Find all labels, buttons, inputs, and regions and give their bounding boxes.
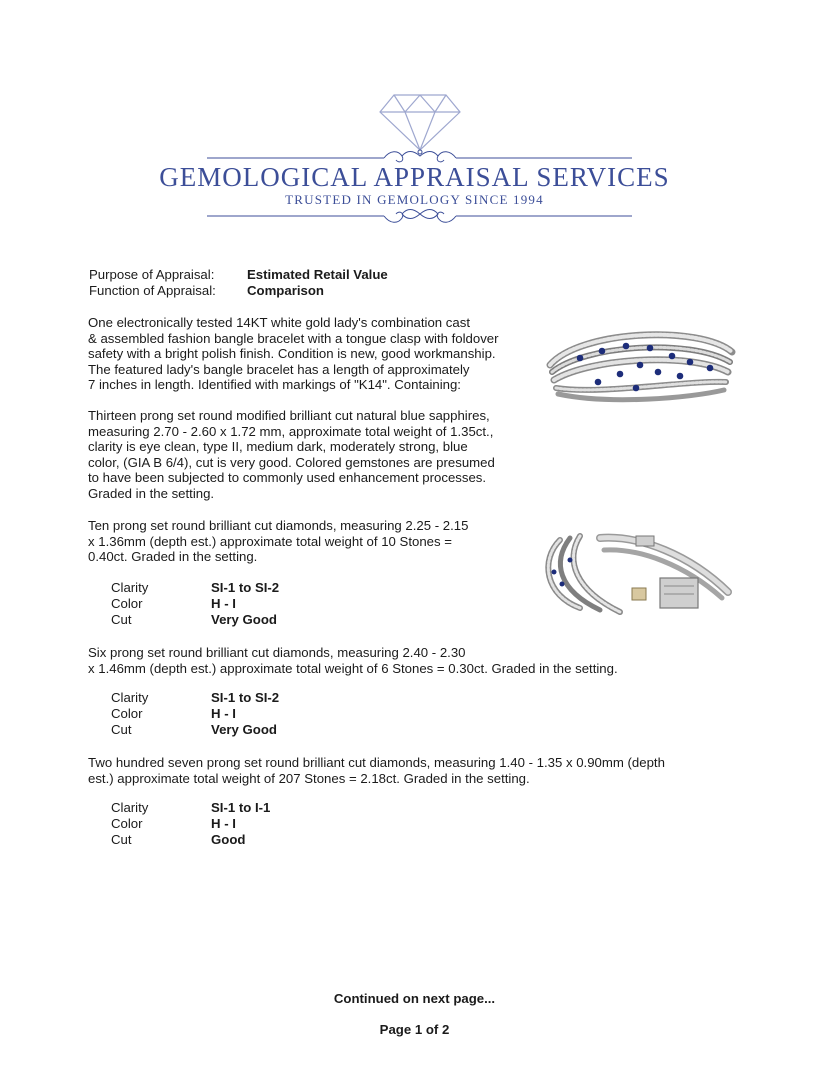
cut-value: Very Good — [211, 722, 277, 737]
clarity-value: SI-1 to SI-2 — [211, 580, 280, 595]
color-value: H - I — [211, 596, 236, 611]
clarity-row — [111, 800, 371, 816]
sapphire-description — [88, 408, 495, 502]
clarity-label: Clarity — [111, 580, 149, 595]
diamond-group-1-grades — [111, 580, 371, 628]
cut-label: Cut — [111, 832, 132, 847]
diamond-group-3-description — [88, 755, 665, 786]
purpose-label: Purpose of Appraisal: — [89, 267, 215, 282]
diamond-line: Ten prong set round brilliant cut diamonds, measuring 2.25 - 2.15 — [88, 518, 469, 533]
sapphire-line: Graded in the setting. — [88, 485, 215, 501]
diamond-icon — [380, 95, 460, 150]
function-value: Comparison — [247, 283, 324, 298]
color-label: Color — [111, 816, 143, 831]
clarity-value: SI-1 to SI-2 — [211, 690, 280, 705]
clarity-label: Clarity — [111, 800, 149, 815]
description-line: The featured lady's bangle bracelet has a length of approximately — [88, 361, 470, 377]
diamond-line: x 1.36mm (depth est.) approximate total weight of 10 Stones = — [88, 533, 452, 549]
sapphire-line: to have been subjected to commonly used enhancement processes. — [88, 470, 487, 486]
description-line: & assembled fashion bangle bracelet with a tongue clasp with foldover — [88, 330, 499, 346]
bracelet-photo-top — [540, 310, 740, 410]
clarity-value: SI-1 to I-1 — [211, 800, 271, 815]
cut-label: Cut — [111, 722, 132, 737]
description-line: safety with a bright polish finish. Condition is new, good workmanship. — [88, 346, 496, 362]
cut-value: Good — [211, 832, 246, 847]
diamond-group-1-description — [88, 518, 468, 565]
color-row — [111, 706, 371, 722]
color-row — [111, 596, 371, 612]
description-line: 7 inches in length. Identified with markings of "K14". Containing: — [88, 377, 461, 393]
diamond-line: est.) approximate total weight of 207 Stones = 2.18ct. Graded in the setting. — [88, 770, 530, 786]
company-tagline: TRUSTED IN GEMOLOGY SINCE 1994 — [285, 192, 544, 207]
diamond-line: x 1.46mm (depth est.) approximate total weight of 6 Stones = 0.30ct. Graded in the setting. — [88, 660, 618, 676]
diamond-group-3-grades — [111, 800, 371, 848]
purpose-value: Estimated Retail Value — [247, 267, 388, 282]
cut-value: Very Good — [211, 612, 277, 627]
function-label: Function of Appraisal: — [89, 283, 216, 298]
diamond-line: Six prong set round brilliant cut diamonds, measuring 2.40 - 2.30 — [88, 645, 466, 660]
item-description — [88, 315, 499, 393]
cut-row — [111, 612, 371, 628]
bottom-divider — [207, 210, 632, 223]
diamond-group-2-description — [88, 645, 618, 676]
continued-note: Continued on next page... — [333, 991, 496, 1006]
cut-label: Cut — [111, 612, 132, 627]
color-value: H - I — [211, 816, 236, 831]
sapphire-line: measuring 2.70 - 2.60 x 1.72 mm, approximate total weight of 1.35ct., — [88, 423, 494, 439]
page-number: Page 1 of 2 — [379, 1022, 450, 1037]
diamond-line: 0.40ct. Graded in the setting. — [88, 549, 258, 565]
color-value: H - I — [211, 706, 236, 721]
sapphire-line: clarity is eye clean, type II, medium dark, moderately strong, blue — [88, 439, 468, 455]
company-name: GEMOLOGICAL APPRAISAL SERVICES — [159, 162, 670, 192]
cut-row — [111, 832, 371, 848]
sapphire-line: color, (GIA B 6/4), cut is very good. Colored gemstones are presumed — [88, 454, 495, 470]
color-row — [111, 816, 371, 832]
clarity-row — [111, 690, 371, 706]
bracelet-photo-clasp — [540, 520, 740, 625]
diamond-line: Two hundred seven prong set round brilliant cut diamonds, measuring 1.40 - 1.35 x 0.90mm (depth — [88, 755, 665, 770]
clarity-label: Clarity — [111, 690, 149, 705]
color-label: Color — [111, 596, 143, 611]
color-label: Color — [111, 706, 143, 721]
top-divider — [207, 150, 632, 162]
diamond-group-2-grades — [111, 690, 371, 738]
sapphire-line: Thirteen prong set round modified brilliant cut natural blue sapphires, — [88, 408, 490, 423]
description-line: One electronically tested 14KT white gold lady's combination cast — [88, 315, 470, 330]
clarity-row — [111, 580, 371, 596]
cut-row — [111, 722, 371, 738]
